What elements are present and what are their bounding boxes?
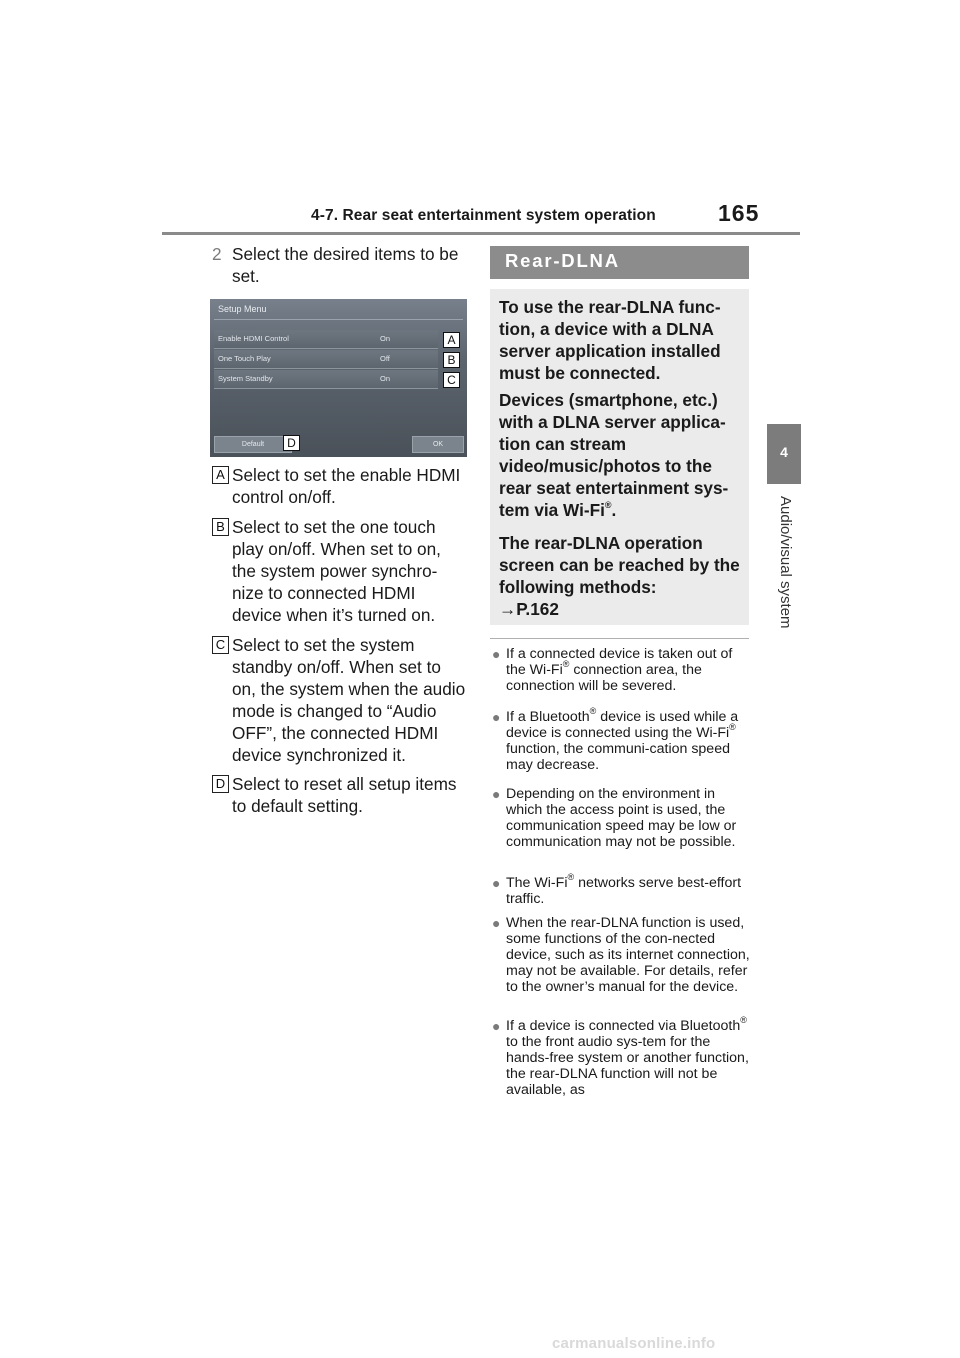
setting-row-hdmi-control[interactable] xyxy=(214,330,438,349)
item-description-c: Select to set the system standby on/off. When set to on, the system when the audio mode is changed to “Audio OFF”, the connected HDMI device synchronized it. xyxy=(232,635,466,765)
default-button[interactable]: Default xyxy=(214,436,292,453)
callout-marker-c: C xyxy=(443,372,460,388)
ok-button[interactable]: OK xyxy=(412,436,464,453)
registered-mark: ® xyxy=(567,872,575,883)
info-paragraph-2-end: . xyxy=(611,500,617,520)
info-paragraph-3 xyxy=(499,532,744,620)
setting-value: Off xyxy=(380,354,390,363)
note-text: connection area, the connection will be severed. xyxy=(506,662,702,694)
bullet-icon: ● xyxy=(492,786,501,802)
note-text: function, the communi-cation speed may decrease. xyxy=(506,741,730,773)
note-text: If a connected device is taken out of the Wi-Fi xyxy=(506,646,733,678)
item-description-b: Select to set the one touch play on/off. When set to on, the system power synchro-nize to connected HDMI device when it’s turned on. xyxy=(232,517,441,625)
watermark-footer: carmanualsonline.info xyxy=(552,1335,716,1352)
setting-value: On xyxy=(380,374,391,383)
note-item xyxy=(492,646,750,694)
note-text: When the rear-DLNA function is used, some functions of the con-nected device, such as its internet connection, may not be available. For details, refer to the owner’s manual for the device. xyxy=(506,915,750,995)
note-text: networks serve best-effort traffic. xyxy=(506,875,742,907)
registered-mark: ® xyxy=(604,500,612,511)
callout-marker-a: A xyxy=(443,332,460,348)
info-paragraph-2-text: Devices (smartphone, etc.) with a DLNA server applica-tion can stream video/music/photos to the rear seat entertainment sys-tem via Wi-Fi xyxy=(499,390,729,520)
bullet-icon: ● xyxy=(492,1018,501,1034)
registered-mark: ® xyxy=(562,659,570,670)
setting-label: One Touch Play xyxy=(218,354,271,363)
note-text: device is used while a device is connected using the Wi-Fi xyxy=(506,709,739,741)
header-divider xyxy=(162,232,800,235)
step-number: 2 xyxy=(212,244,222,264)
registered-mark: ® xyxy=(589,706,597,717)
note-item xyxy=(492,786,750,850)
note-item xyxy=(492,1015,750,1098)
item-marker-c: C xyxy=(212,636,229,654)
registered-mark: ® xyxy=(740,1015,747,1026)
info-paragraph-2 xyxy=(499,389,744,521)
setting-value: On xyxy=(380,334,391,343)
callout-marker-b: B xyxy=(443,352,460,368)
setting-row-system-standby[interactable] xyxy=(214,370,438,389)
callout-marker-d: D xyxy=(283,435,300,451)
item-marker-a: A xyxy=(212,466,229,484)
item-marker-d: D xyxy=(212,775,229,793)
note-text: to the front audio sys-tem for the hands-free system or another function, the rear-DLNA function will not be available, as xyxy=(506,1034,749,1098)
note-item xyxy=(492,872,750,907)
chapter-tab-number: 4 xyxy=(780,444,788,460)
note-item xyxy=(492,706,750,773)
note-item xyxy=(492,915,750,995)
notes-divider xyxy=(490,638,749,639)
step-text: Select the desired items to be set. xyxy=(232,244,459,286)
bullet-icon: ● xyxy=(492,709,501,725)
item-marker-b: B xyxy=(212,518,229,536)
note-text: Depending on the environment in which the access point is used, the communication speed may be low or communication may not be possible. xyxy=(506,786,737,850)
bullet-icon: ● xyxy=(492,915,501,931)
chapter-tab-label-text: Audio/visual system xyxy=(777,496,794,629)
item-description-d: Select to reset all setup items to default setting. xyxy=(232,774,457,816)
note-text: If a device is connected via Bluetooth xyxy=(506,1018,741,1034)
setting-row-one-touch-play[interactable] xyxy=(214,350,438,369)
info-paragraph-1: To use the rear-DLNA func-tion, a device with a DLNA server application installed must be connected. xyxy=(499,297,721,383)
note-text: The Wi-Fi xyxy=(506,875,568,891)
page-reference-link[interactable]: →P.162 xyxy=(499,599,559,619)
screen-title-divider xyxy=(214,319,463,320)
setup-menu-screenshot xyxy=(210,299,467,457)
bullet-icon: ● xyxy=(492,875,501,891)
chapter-tab-label xyxy=(774,496,794,648)
item-description-a: Select to set the enable HDMI control on/off. xyxy=(232,465,461,507)
section-header-title: 4-7. Rear seat entertainment system operation xyxy=(311,207,656,224)
page-number: 165 xyxy=(718,200,760,226)
setting-label: Enable HDMI Control xyxy=(218,334,289,343)
registered-mark: ® xyxy=(729,722,736,733)
note-text: If a Bluetooth xyxy=(506,709,590,725)
section-heading: Rear-DLNA xyxy=(505,250,620,271)
setting-label: System Standby xyxy=(218,374,273,383)
screen-title: Setup Menu xyxy=(218,304,267,314)
info-paragraph-3-text: The rear-DLNA operation screen can be reached by the following methods: xyxy=(499,533,740,597)
bullet-icon: ● xyxy=(492,646,501,662)
